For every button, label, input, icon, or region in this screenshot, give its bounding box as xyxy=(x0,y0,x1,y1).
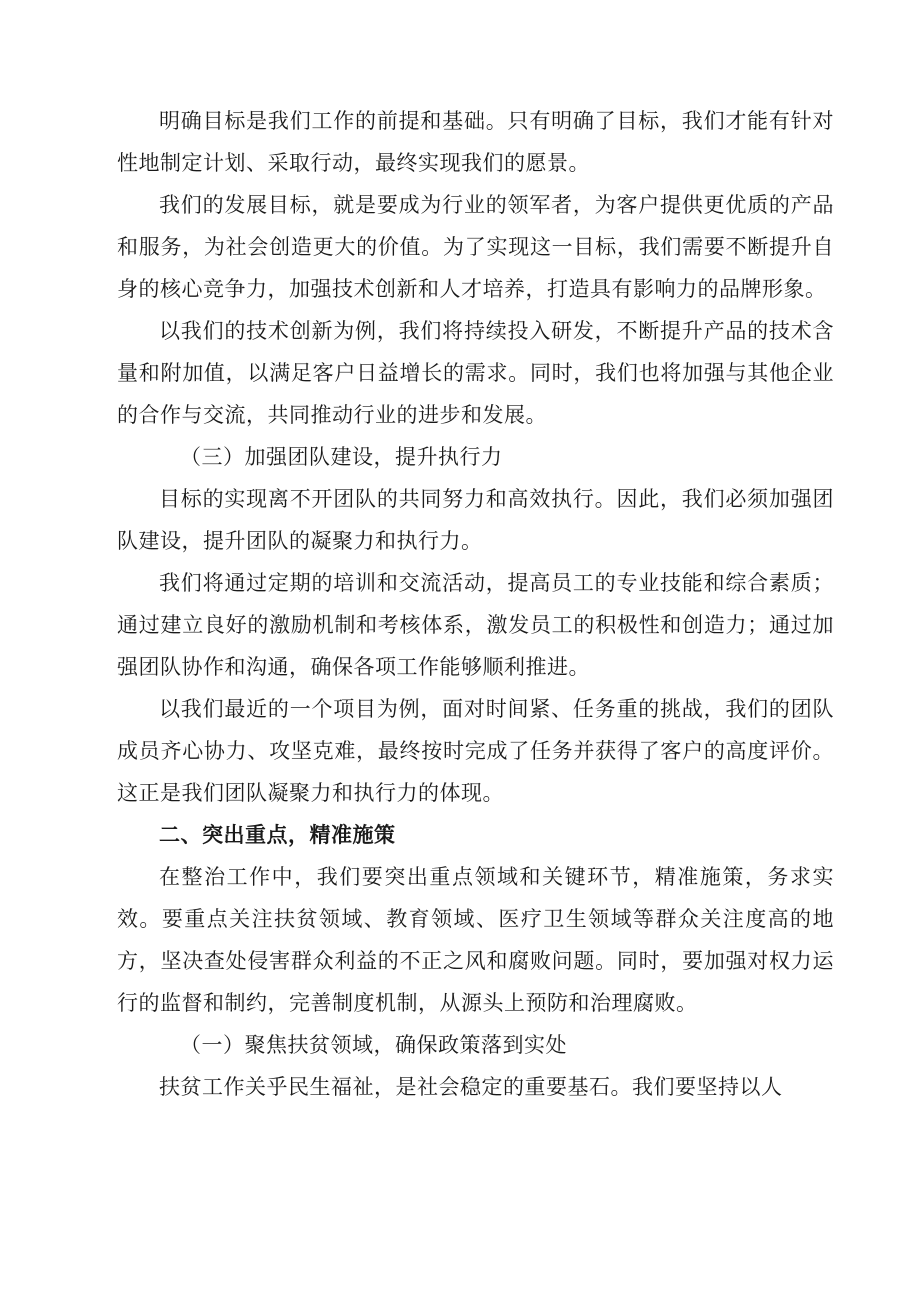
paragraph-development-goal: 我们的发展目标，就是要成为行业的领军者，为客户提供更优质的产品和服务，为社会创造更大的价值。为了实现这一目标，我们需要不断提升自身的核心竞争力，加强技术创新和人才培养，打造具有影响力的品牌形象。 xyxy=(117,193,834,301)
paragraph-training-incentives: 我们将通过定期的培训和交流活动，提高员工的专业技能和综合素质；通过建立良好的激励机制和考核体系，激发员工的积极性和创造力；通过加强团队协作和沟通，确保各项工作能够顺利推进。 xyxy=(117,571,834,679)
paragraph-project-example: 以我们最近的一个项目为例，面对时间紧、任务重的挑战，我们的团队成员齐心协力、攻坚克难，最终按时完成了任务并获得了客户的高度评价。这正是我们团队凝聚力和执行力的体现。 xyxy=(117,697,834,805)
subheading-team-building: （三）加强团队建设，提升执行力 xyxy=(180,445,503,469)
subheading-poverty-alleviation: （一）聚焦扶贫领域，确保政策落到实处 xyxy=(180,1033,567,1057)
paragraph-team-effort: 目标的实现离不开团队的共同努力和高效执行。因此，我们必须加强团队建设，提升团队的凝聚力和执行力。 xyxy=(117,487,834,553)
paragraph-tech-innovation: 以我们的技术创新为例，我们将持续投入研发，不断提升产品的技术含量和附加值，以满足客户日益增长的需求。同时，我们也将加强与其他企业的合作与交流，共同推动行业的进步和发展。 xyxy=(117,319,834,427)
paragraph-goal-premise: 明确目标是我们工作的前提和基础。只有明确了目标，我们才能有针对性地制定计划、采取行动，最终实现我们的愿景。 xyxy=(117,109,834,175)
paragraph-rectification: 在整治工作中，我们要突出重点领域和关键环节，精准施策，务求实效。要重点关注扶贫领域、教育领域、医疗卫生领域等群众关注度高的地方，坚决查处侵害群众利益的不正之风和腐败问题。同时，要加强对权力运行的监督和制约，完善制度机制，从源头上预防和治理腐败。 xyxy=(117,865,834,1015)
document-body xyxy=(117,100,834,1108)
paragraph-poverty-work: 扶贫工作关乎民生福祉，是社会稳定的重要基石。我们要坚持以人 xyxy=(159,1075,783,1099)
section-heading-focus: 二、突出重点，精准施策 xyxy=(159,823,396,847)
